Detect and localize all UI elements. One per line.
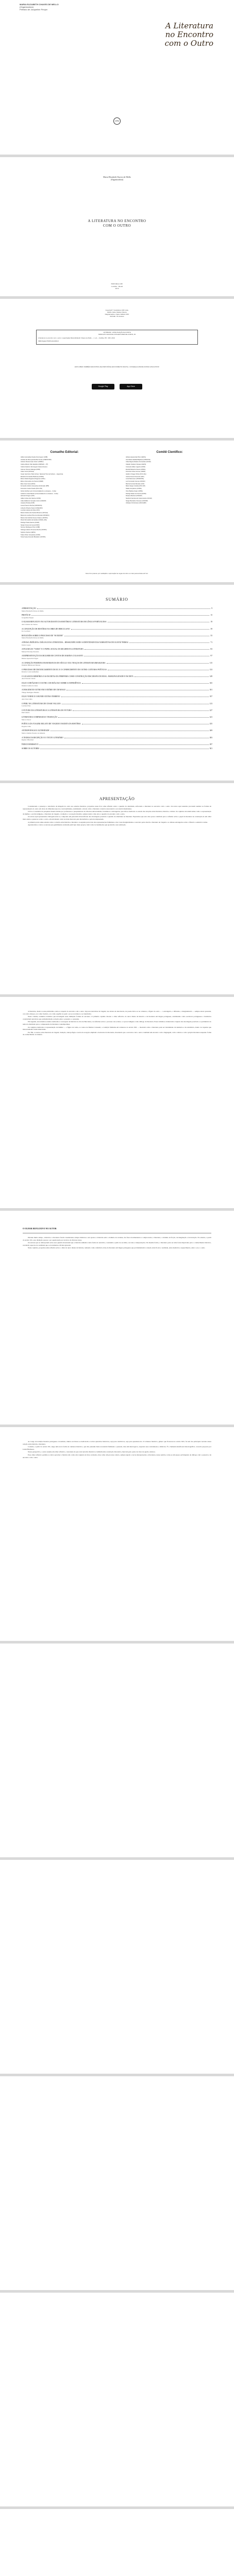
toc-leader — [40, 748, 208, 749]
toc-title: SOBRE OS AUTORES — [22, 748, 40, 750]
toc-entry[interactable] — [22, 743, 212, 746]
paragraph: Neste capítulo, propomos uma reflexão sobre o olhar do autor diante da história, tomando como referência obras da literatura em língua portuguesa que problematizam a relação entre ficção e realidade, entre memória e esquecimento, entre o eu e o outro. — [28, 1247, 206, 1249]
isbn: ISBN Digital 978-85-444-0000-0 — [38, 340, 59, 343]
council-member: Ana Maria Haddad Baptista (UNINOVE) — [126, 459, 151, 461]
toc-leader — [61, 696, 209, 697]
toc-entry[interactable] — [22, 614, 212, 619]
toc-page-number: 83 — [210, 648, 212, 651]
chapter-body-2 — [23, 1440, 211, 1459]
toc-title: A IMAGEM DO OUTRO EM O DIÁRIO DE UM MAGO — [22, 689, 66, 691]
publisher-info — [0, 283, 234, 290]
summary-page — [0, 585, 234, 781]
presentation-page-2 — [0, 997, 234, 1208]
toc-leader — [82, 682, 209, 684]
presentation-body — [23, 805, 211, 826]
toc-entry[interactable] — [22, 696, 212, 700]
council-member: Sandra Francisca de Vasconcelos (UFGD) — [126, 497, 152, 499]
toc-title: LITERATURA COMPARADA E TRADUÇÃO — [22, 716, 58, 718]
council-member: Oton Batista Araújo (UFPE) — [126, 490, 143, 492]
toc-title: O LUGAR DA MEMÓRIA E AS ESCRITAS DA PERIFERIA COMO CONSTRUÇÃO DISCURSIVA DO REAL: MARGINALIDADE E ESCRITA — [22, 675, 133, 677]
toc-page-number: 19 — [210, 621, 212, 623]
toc-page-number: 301 — [209, 748, 212, 750]
toc-page-number: 283 — [209, 736, 212, 739]
council-member: Tania Suely Azevedo Brasileiro (UFOPA) — [21, 536, 46, 538]
toc-page-number: 255 — [209, 723, 212, 725]
publisher-name: EDITORA CRV — [111, 283, 123, 285]
editor-role: (Organizadora) — [110, 178, 124, 181]
council-member: Sydione Santos (UEPG) — [21, 531, 36, 533]
toc-leader — [37, 607, 210, 609]
council-member: Mário Sérgio Cortella (PUC-SP) — [126, 485, 145, 487]
toc-title: A TEORIA DA RECEPÇÃO E O TEXTO LITERÁRIO — [22, 736, 63, 739]
paragraph: A literatura, desde os seus primórdios, tem se ocupado do encontro com o outro. Seja nas narrativas de viagem, nos relatos de descoberta, na poesia lírica ou no romance, a figura do outro — o estrangeiro, o diferente, o marginalizado — sempre esteve presente, ora como ameaça, ora como fascínio, ora como espelho no qual o eu se reconhece e se transforma. — [23, 1010, 211, 1015]
toc-author: Daniela Gomes de Jesus — [22, 684, 38, 687]
toc-page-number: 197 — [209, 696, 212, 698]
toc-leader — [129, 641, 210, 643]
blank-page — [0, 2076, 234, 2290]
council-member: Lídia de Oliveira Xavier (UNIEURO) — [21, 507, 43, 509]
copyright-block — [31, 309, 203, 317]
paragraph: A primeira parte reúne estudos sobre a relação entre história e literatura. A segunda parte trata das representações femininas e das vozes marginalizadas. A terceira parte aborda a literatura de viagem e os olhares estrangeiros sobre o Brasil e a América Latina. — [28, 821, 208, 823]
council-member: Lúcia Marcusso (UNIOESTE) — [126, 478, 144, 480]
council-member: Simone Rodrigues Pinto (UNB) — [21, 527, 40, 529]
council-member: Nádia Gonçalves (UFMG) — [126, 488, 142, 490]
publisher-city: Curitiba - Brasil — [111, 285, 123, 287]
council-member: Fernando Antônio Gonçalves Alcoforado (IPB) — [21, 485, 49, 487]
blank-page — [0, 2293, 234, 2506]
paragraph: Contudo, a partir do século XX, surge uma nova forma de romance histórico, que não pretende mais reconstruir fielmente o passado, mas sim interrogá-lo, expondo suas contradições e silêncios. É a chamada metaficção historiográfica, conceito proposto por Linda Hutcheon. — [23, 1446, 211, 1450]
toc-author: Maria Elizabeth Chaves de Mello — [22, 609, 44, 612]
council-member: Maria Lília Imbiriba Sousa Colares (UFOPA) — [21, 517, 48, 519]
table-of-contents — [22, 607, 212, 752]
toc-leader — [135, 675, 209, 677]
toc-entry[interactable] — [22, 703, 212, 707]
toc-author: Regina Zilberman — [22, 739, 34, 741]
blank-page — [0, 1860, 234, 2074]
toc-leader — [39, 743, 208, 745]
editorial-council — [21, 451, 108, 539]
toc-entry[interactable] — [22, 648, 212, 653]
council-member: Solange Helena Ximenes-Rocha (UFOPA) — [21, 529, 47, 531]
cover-title — [126, 22, 213, 48]
toc-page-number: 149 — [209, 675, 212, 677]
copyright-page — [0, 299, 234, 438]
council-member: Rodrigo Matos de Souza (UFRN) — [126, 493, 146, 495]
paragraph: Ao longo da tradição literária portuguesa e brasileira, muitos escritores se dedicaram a recriar episódios históricos, seja para celebrá-los, seja para questioná-los. O romance histórico, gênero que floresceu no século XIX, foi um dos principais veículos dessa relação entre história e literatura. — [23, 1440, 211, 1445]
editor-name: Maria Elizabeth Chaves de Mello — [103, 176, 131, 178]
editorial-council-list — [21, 456, 108, 538]
council-member: Leonel Severo Rocha (UNISINOS) — [21, 505, 42, 507]
paragraph: Neste volume, reunimos trabalhos que investigam essas múltiplas formas de encontro. O primeiro capítulo discute o olhar reflexivo do autor diante da história e da literatura em língua portuguesa, examinando como escritores portugueses e brasileiros construíram narrativas que problematizam a relação entre o passado e o presente. — [23, 1015, 211, 1020]
toc-title: A FIGURA DA "VADIA" E O PAPEL SOCIAL DA MULHER NA LITERATURA — [22, 648, 83, 651]
toc-author: Alex Ferreira Cabral — [22, 677, 36, 680]
toc-title: JULIO VERNE E O MUNDO EXTRA-TERRENO — [22, 696, 60, 698]
toc-entry[interactable] — [22, 621, 212, 625]
scientific-committee-list — [126, 456, 213, 504]
cip-subtitle: SINDICATO NACIONAL DOS EDITORES DE LIVROS, RJ — [98, 333, 136, 335]
toc-author: Luciana Pires — [22, 705, 31, 707]
toc-leader — [85, 648, 209, 650]
toc-entry[interactable] — [22, 635, 212, 639]
toc-page-number: 97 — [210, 655, 212, 657]
paragraph: O livro é resultado de pesquisas desenvolvidas por professores e pesquisadores de diversas universidades, brasileiras e estrangeiras, que têm se dedicado ao estudo das relações entre literatura, história e cultura. Os capítulos abordam temas como a representação da mulher, a escrita indígena, a literatura de viagem, a tradução e a recepção literária, sempre tendo como eixo a questão do encontro com o outro. — [23, 810, 211, 815]
toc-author: Jéssica Lopes — [22, 643, 31, 646]
toc-leader — [62, 703, 209, 704]
digital-notice: ESTA OBRA TAMBÉM ENCONTRA-SE DISPONÍVEL EM FORMATO DIGITAL. CONHEÇA E BAIXE NOSSO APLICATIVO! — [74, 366, 160, 368]
council-member: Francisco Carlos Duarte (PUC-PR) — [21, 488, 42, 490]
toc-leader — [84, 655, 209, 656]
paragraph: Por fim, os textos sobre literatura de viagem, tradução, antropofagia e teoria da recepção ampliam o horizonte da discussão, mostrando que o encontro com o outro é também um encontro com a linguagem, com a cultura e com a própria literatura enquanto forma de conhecimento do mundo. — [23, 1031, 211, 1036]
toc-leader — [58, 716, 208, 718]
toc-title: O OLHAR REFLEXIVO NO AUTOR DIANTE DA HISTÓRIA E LITERATURA EM LÍNGUA PORTUGUESA — [22, 621, 107, 623]
paragraph: Durante muito tempo, a história e a literatura foram consideradas campos distintos e até opostos. A história seria o domínio da verdade, dos fatos documentados e comprovados; a literatura, o domínio da ficção, da imaginação e da invenção. No entanto, a partir do século XX, essa distinção passou a ser questionada por teóricos de diversas áreas. — [23, 1236, 211, 1241]
toc-author: Jacqueline Penjon — [22, 616, 34, 619]
councils-page — [0, 440, 234, 582]
scientific-committee — [126, 451, 213, 505]
council-member: Márcia Ferreira Mendes (UFF) — [126, 483, 145, 485]
council-member: Sérgio Nunes de Jesus (IFRO) — [21, 524, 40, 526]
council-member: Carmen Tereza Velanga (UNIR) — [21, 468, 40, 470]
council-member: Maria Cristina dos Santos Bezerra (UFSCar) — [21, 512, 48, 514]
google-play-badge[interactable]: Google Play — [92, 384, 114, 389]
presentation-page — [0, 783, 234, 994]
toc-page-number: 165 — [209, 682, 212, 685]
council-member: Maria de Lourdes Pinto de Almeida (UNOESC) — [21, 514, 49, 516]
council-member: Adriana Aparecida Pinto (UEPG) — [126, 456, 146, 458]
copyright-line: Diagramação e Capa: Editora CRV — [105, 313, 129, 315]
toc-author: Ivo Lucchesi — [22, 630, 30, 633]
council-member: Heidrun Krieger Olinto (PUC-Rio) — [126, 473, 146, 475]
review-note: Este livro passou por avaliação e aprovação às cegas de dois ou mais pareceristas ad hoc. — [86, 572, 148, 574]
copyright-line: Revisão: Os Autores — [110, 315, 124, 317]
council-member: Sérgio Barcellos Ximenes (UNIVAP) — [126, 500, 148, 502]
toc-leader — [82, 723, 209, 724]
paragraph: Os textos aqui apresentados dialogam entre si, compondo um panorama diversificado das abordagens possíveis à questão da alteridade na literatura. Esperamos que esta obra possa contribuir para a reflexão sobre o papel da literatura na construção de um olhar mais atento e generoso sobre o outro, em um mundo cada vez mais marcado pela intolerância e pela incompreensão. — [23, 816, 211, 820]
paragraph: Em seguida, encontramos estudos dedicados à concepção de história na obra de Herculano, às reflexões sobre o processo de se dizer, e à prosa indígena como diálogo da literatura. Esses trabalhos evidenciam a riqueza das abordagens possíveis e a pertinência do tema da alteridade para a compreensão da literatura contemporânea. — [23, 1021, 211, 1025]
title-page-editor — [0, 176, 234, 181]
copyright-line: Copyright © da Editora CRV Ltda. — [105, 309, 129, 311]
title-page — [0, 157, 234, 296]
chapter-body — [23, 1236, 211, 1249]
publisher-logo: CRV — [113, 117, 121, 125]
cover-editor-role: (Organizadora) — [20, 6, 34, 8]
cover-editors — [20, 3, 97, 11]
toc-author: Marcos Siscar — [22, 718, 31, 721]
council-member: Celso Conti (UFSCar) — [21, 471, 35, 473]
toc-leader — [66, 689, 208, 690]
editorial-council-title: Conselho Editorial: — [50, 451, 79, 454]
toc-author: Maria Cândida Ferreira de Almeida — [22, 732, 45, 734]
council-member: Francisco Alves Gomes (UFRN) — [126, 471, 146, 473]
toc-entry[interactable] — [22, 682, 212, 687]
council-member: Eduardo Fernandes Barbosa (UFMG) — [21, 476, 44, 478]
cip-box — [36, 330, 198, 345]
toc-author: Maria Elizabeth Chaves de Mello — [22, 637, 44, 639]
council-member: Carlos Federico Dominguez Avila (Unieuro) — [21, 466, 47, 468]
toc-title: O PERU NA LITERATURA DE CESAR VALLEJO — [22, 702, 61, 705]
council-member: Ubiratan D'Ambrosio (UNICAMP) — [126, 502, 146, 504]
council-member: Consuelo Alfaro Lagorio (UFRJ) — [126, 466, 146, 468]
council-member: Josania Portela (UFPI) — [21, 502, 35, 504]
cover-title-line-3: com o Outro — [164, 39, 213, 48]
toc-page-number: 133 — [209, 668, 212, 671]
toc-line — [22, 743, 212, 746]
paragraph: Agradecemos a todos os autores que gentilmente aceitaram participar deste projeto, bem como às instituições que apoiaram a sua realização. — [28, 824, 126, 826]
paragraph: Esse olhar reflexivo permite ao leitor perceber a história não como um conjunto de fatos acabados, mas como um processo aberto, sempre sujeito a novas interpretações. A literatura, nesse sentido, torna-se um espaço privilegiado de diálogo com o passado e de encontro com o outro. — [23, 1453, 211, 1459]
toc-title: A PROSA INDÍGENA: DIÁLOGO DA LITERATURA – RESSIGNIFICANDO A IDENTIDADE DAS NARRATIVAS DE GUAYAÍ TRIBAS — [22, 641, 128, 643]
toc-author: Rogério Lima — [22, 725, 31, 727]
council-member: Gloria Fariñas León (Universidade de La Havana – Cuba) — [21, 490, 56, 492]
toc-entry[interactable] — [22, 716, 212, 721]
council-member: Aldira Guimarães Duarte Domínguez (UNB) — [21, 456, 48, 458]
toc-page-number: 241 — [209, 716, 212, 718]
summary-title: SUMÁRIO — [106, 597, 128, 602]
toc-title: ÍNDICE REMISSIVO — [22, 743, 39, 745]
toc-entry[interactable] — [22, 689, 212, 693]
council-member: Célia Regina Delácio Fernandes (UFGD) — [126, 461, 151, 463]
council-member: Antônio Pereira Gaio Júnior (UFRRJ) — [21, 461, 44, 463]
cover-preface: Prefácio de Jacqueline Penjon — [20, 8, 48, 11]
toc-entry[interactable] — [22, 723, 212, 727]
toc-title: A CONDIÇÃO FEMININA EM ROMANCES DO SÉCULO XXI: TRAÇOS DE LITERATURA BRASILEIRA — [22, 662, 106, 664]
toc-entry[interactable] — [22, 675, 212, 680]
presentation-body-2 — [23, 1010, 211, 1036]
toc-page-number: 15 — [210, 614, 212, 617]
toc-author: Danielle Bittencourt Moraes — [22, 664, 41, 667]
council-member: Josina Nunes Drumond (UFF) — [126, 476, 144, 478]
toc-page-number: 39 — [210, 628, 212, 630]
toc-entry[interactable] — [22, 737, 212, 741]
toc-entry[interactable] — [22, 669, 212, 673]
toc-entry[interactable] — [22, 748, 212, 750]
toc-page-number: 297 — [209, 743, 212, 745]
toc-author: Manoel Dvorsky Dourado — [22, 650, 39, 653]
paragraph: Os autores que se debruçaram sobre essa questão mostraram que a história também é uma forma de narrativa, construída a partir de escolhas, recortes e interpretações. Da mesma forma, a literatura pode ser uma fonte importante para o conhecimento histórico, revelando aspectos da realidade que os documentos oficiais ignoram. — [23, 1242, 211, 1246]
toc-title: ANTROPOFAGIA E ALTERIDADE — [22, 730, 49, 732]
toc-author: Ana Cristina dos Santos — [22, 623, 38, 625]
chapter-page-2 — [0, 1427, 234, 1641]
toc-entry[interactable] — [22, 709, 212, 714]
presentation-title: APRESENTAÇÃO — [99, 796, 135, 801]
council-member: Élsio José Corá (UFFS) — [21, 483, 36, 485]
cover-editor-name: MARIA ELIZABETH CHAVES DE MELLO — [20, 3, 59, 6]
toc-entry[interactable] — [22, 607, 212, 612]
toc-author: Renata Aparecida Frigeri — [22, 657, 39, 659]
toc-leader — [31, 614, 209, 616]
toc-leader — [108, 621, 210, 622]
toc-page-number: 227 — [209, 709, 212, 711]
cover-page — [0, 0, 234, 155]
paragraph: Considerando a presença e relevância da imagem do outro nos estudos literários, propomos neste livro uma reflexão sobre a questão da alteridade, enfocando a literatura no encontro com o outro. Os textos aqui reunidos procuram analisar as formas de representação do outro em obras de diferentes épocas e nacionalidades, examinando o modo como a literatura constrói, desconstrói e reconstrói identidades. — [23, 805, 211, 810]
chapter-title: O OLHAR REFLEXIVO NO AUTOR — [23, 1227, 57, 1230]
toc-page-number: 213 — [209, 702, 212, 705]
toc-title: REFLEXÕES SOBRE O PROCESSO DE "SE DIZER" — [22, 634, 63, 637]
toc-entry[interactable] — [22, 628, 212, 633]
council-member: Cesar Gerónimo Tello (Univer. Nacional Três de Febrero – Argentina) — [21, 473, 63, 475]
toc-author: Ana Clara Lima — [22, 698, 32, 701]
toc-leader — [73, 709, 209, 711]
chapter-page — [0, 1211, 234, 1425]
toc-title: APRESENTAÇÃO — [22, 607, 37, 609]
council-member: João Adalberto Campato Junior (UNESP) — [21, 500, 46, 502]
copyright-line: Editor-chefe: Railson Moura — [107, 311, 127, 313]
toc-leader — [107, 662, 209, 664]
council-member: Rodrigo Pratte-Santos (UFES) — [21, 521, 40, 523]
toc-page-number: 181 — [209, 689, 212, 691]
toc-title: A REPRESENTAÇÃO DA MULHER EM CONTOS DE MARINA COLASANTI — [22, 655, 83, 657]
toc-title: A CONCEPÇÃO DE HISTÓRIA NA OBRA DE HERCULANO — [22, 628, 70, 630]
council-member: Jailson Alves dos Santos (UFRJ) — [21, 497, 41, 499]
paragraph: Nessa perspectiva, o autor assume um olhar reflexivo, consciente de que toda narrativa histórica é também uma construção discursiva, marcada pelo ponto de vista de quem a elabora. — [28, 1451, 156, 1453]
toc-title: O FUTURO DA LITERATURA E A LITERATURA DO FUTURO — [22, 709, 72, 711]
book-title — [0, 219, 234, 228]
toc-leader — [64, 737, 209, 738]
council-member: Carlos Alberto Vilar Estêvão (UMINHO – PT) — [21, 464, 48, 466]
toc-page-number: 115 — [209, 662, 212, 664]
app-store-badge[interactable]: App Store — [120, 384, 142, 389]
toc-title: PREFÁCIO — [22, 614, 31, 617]
app-badges — [0, 380, 234, 389]
council-member: Rosana Mazzari (UNIVAP) — [126, 495, 142, 497]
scientific-committee-title: Comitê Científico: — [156, 451, 183, 454]
toc-leader — [108, 669, 209, 670]
toc-page-number: 55 — [210, 634, 212, 637]
toc-author: Roberto Costa Guimarães — [22, 671, 39, 673]
council-member: Guillermo Arias Beatón (Universidade de La Havana – Cuba) — [21, 493, 58, 495]
toc-leader — [64, 635, 210, 636]
paragraph: Os capítulos dedicados à representação da mulher — a figura da vadia, os contos de Marina Colasanti, a condição feminina em romances do século XXI — mostram como a literatura pode ser instrumento de denúncia e de resistência, dando voz àquelas que historicamente foram silenciadas. — [23, 1026, 211, 1031]
council-member: Luiz Fernando Gomes (UNISO) — [126, 481, 145, 483]
council-member: Lourdes Helena da Silva (UFV) — [21, 510, 40, 512]
cover-title-line-2: no Encontro — [165, 30, 213, 39]
book-title-line-2: COM O OUTRO — [103, 224, 131, 228]
toc-entry[interactable] — [22, 662, 212, 667]
council-member: Helmuth Krüger (UCP) — [21, 495, 35, 497]
toc-title: O PROCESSO DE DISTANCIAMENTO DO EU E O CONHECIMENTO DO OUTRO: LEITURAS POÉTICAS — [22, 668, 107, 671]
council-member: Tadeu Oliver Gonçalves (UFPA) — [21, 534, 41, 536]
blank-page — [0, 2509, 234, 2576]
council-member: Elizeu Clementino de Souza (UNEB) — [21, 481, 43, 483]
toc-page-number: 9 — [211, 607, 212, 609]
toc-page-number: 269 — [209, 730, 212, 732]
council-member: Elione Maria Nogueira Diogenes (UFAL) — [21, 478, 45, 480]
blank-page — [0, 1643, 234, 1857]
council-member: Paulo Romualdo Hernandes (UNIFAL-MG) — [21, 519, 47, 521]
toc-entry[interactable] — [22, 655, 212, 659]
toc-author: Raul Antelo — [22, 711, 30, 714]
toc-title: JULIO CORTÁZAR E O OUTRO: UM DIÁLOGO SOBRE A EXPERIÊNCIA — [22, 682, 81, 685]
cip-title: CIP-BRASIL. CATALOGAÇÃO-NA-FONTE — [103, 331, 131, 333]
council-member: Cláudio Cledson Novaes (UEFS) — [126, 464, 146, 466]
toc-leader — [71, 628, 210, 630]
cover-title-line-1: A Literatura — [165, 21, 213, 30]
publication-year: 2019 — [115, 287, 119, 290]
toc-author: Thiago Rodrigues Mendes — [22, 691, 39, 693]
toc-entry[interactable] — [22, 641, 212, 646]
toc-entry[interactable] — [22, 730, 212, 734]
toc-leader — [51, 730, 209, 731]
toc-title: POÉTICA DA VIAGEM: RELATO DE VIAGEM E ESCRITA DA HISTÓRIA — [22, 723, 81, 725]
book-title-line-1: A LITERATURA NO ENCONTRO — [88, 219, 146, 223]
toc-line — [22, 748, 212, 750]
toc-page-number: 71 — [210, 641, 212, 643]
council-member: Andréia da Silva Quintanilha Sousa (UNIR/UFRN) — [21, 459, 52, 461]
cip-body: A literatura no encontro com o outro / organização Maria Elizabeth Chaves de Mello. – 1. ed. – Curitiba, PR : CRV, 2019. — [38, 336, 115, 339]
council-member: Eneida Maria de Souza (UFMG) — [126, 468, 146, 470]
